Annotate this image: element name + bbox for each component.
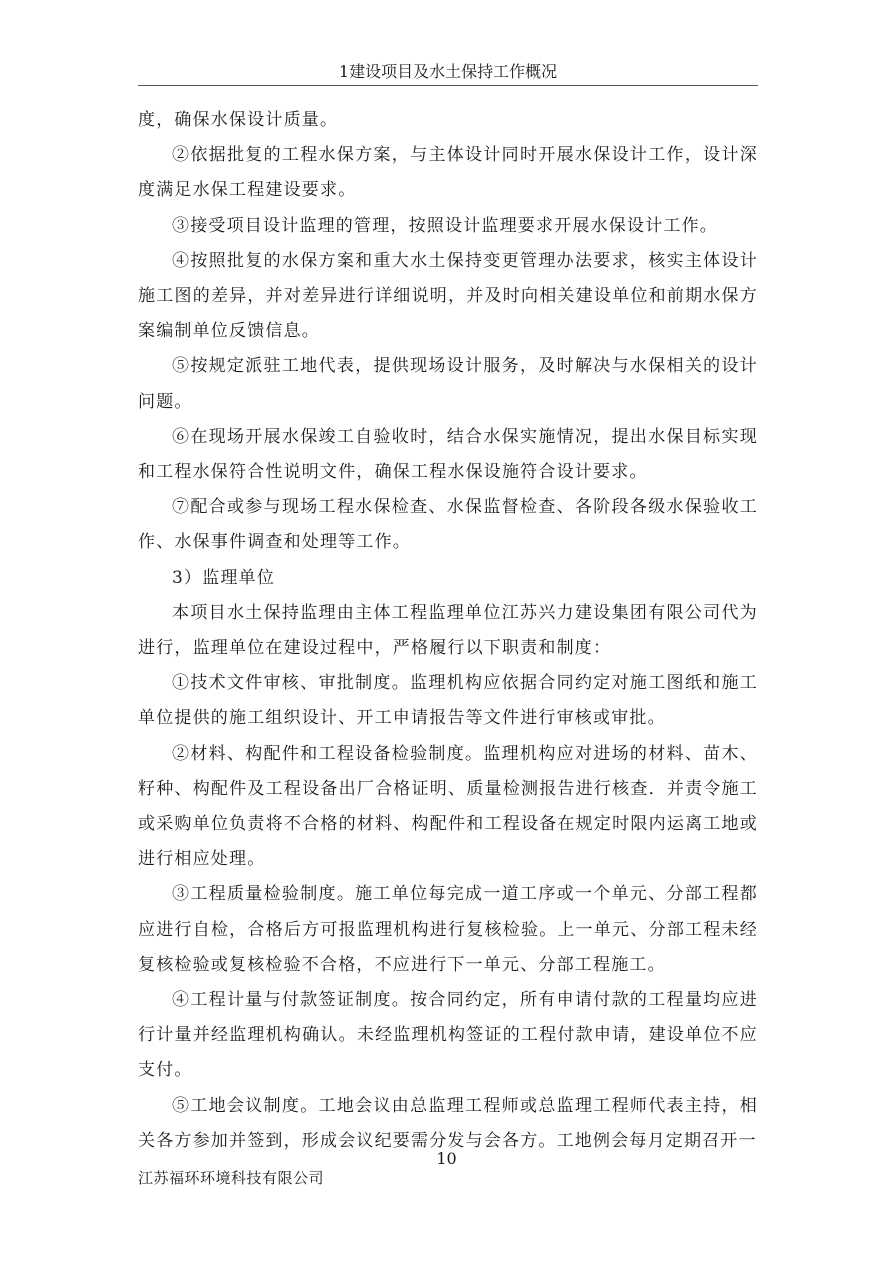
paragraph: 本项目水土保持监理由主体工程监理单位江苏兴力建设集团有限公司代为进行，监理单位在建设过程中，严格履行以下职责和制度： xyxy=(138,602,758,659)
page-number: 10 xyxy=(436,1149,457,1168)
paragraph: ①技术文件审核、审批制度。监理机构应依据合同约定对施工图纸和施工单位提供的施工组织设计、开工申请报告等文件进行审核或审批。 xyxy=(138,673,758,729)
paragraph: 度，确保水保设计质量。 xyxy=(138,110,339,130)
paragraph: ⑥在现场开展水保竣工自验收时，结合水保实施情况，提出水保目标实现和工程水保符合性说明文件，确保工程水保设施符合设计要求。 xyxy=(138,426,758,483)
paragraph: ⑦配合或参与现场工程水保检查、水保监督检查、各阶段各级水保验收工作、水保事件调查和处理等工作。 xyxy=(138,497,758,553)
paragraph: ④工程计量与付款签证制度。按合同约定，所有申请付款的工程量均应进行计量并经监理机构确认。未经监理机构签证的工程付款申请，建设单位不应支付。 xyxy=(138,990,758,1081)
paragraph: ⑤工地会议制度。工地会议由总监理工程师或总监理工程师代表主持，相关各方参加并签到，形成会议纪要需分发与会各方。工地例会每月定期召开一 xyxy=(138,1095,758,1151)
header-divider xyxy=(138,85,758,86)
paragraph: ③接受项目设计监理的管理，按照设计监理要求开展水保设计工作。 xyxy=(172,215,718,236)
paragraph: ③工程质量检验制度。施工单位每完成一道工序或一个单元、分部工程都应进行自检，合格后方可报监理机构进行复核检验。上一单元、分部工程未经复核检验或复核检验不合格，不应进行下一单元、分部工程施工。 xyxy=(138,884,758,975)
footer-company: 江苏福环环境科技有限公司 xyxy=(138,1169,325,1187)
paragraph: ④按照批复的水保方案和重大水土保持变更管理办法要求，核实主体设计施工图的差异，并对差异进行详细说明，并及时向相关建设单位和前期水保方案编制单位反馈信息。 xyxy=(138,250,758,342)
document-body xyxy=(138,103,758,1159)
section-heading: 3）监理单位 xyxy=(172,567,276,588)
paragraph: ②材料、构配件和工程设备检验制度。监理机构应对进场的材料、苗木、籽种、构配件及工程设备出厂合格证明、质量检测报告进行核查．并责令施工或采购单位负责将不合格的材料、构配件和工程设备在规定时限内运离工地或进行相应处理。 xyxy=(138,743,758,870)
page-header-title: 1建设项目及水土保持工作概况 xyxy=(338,62,558,81)
paragraph: ②依据批复的工程水保方案，与主体设计同时开展水保设计工作，设计深度满足水保工程建设要求。 xyxy=(138,145,758,201)
paragraph: ⑤按规定派驻工地代表，提供现场设计服务，及时解决与水保相关的设计问题。 xyxy=(138,356,758,412)
